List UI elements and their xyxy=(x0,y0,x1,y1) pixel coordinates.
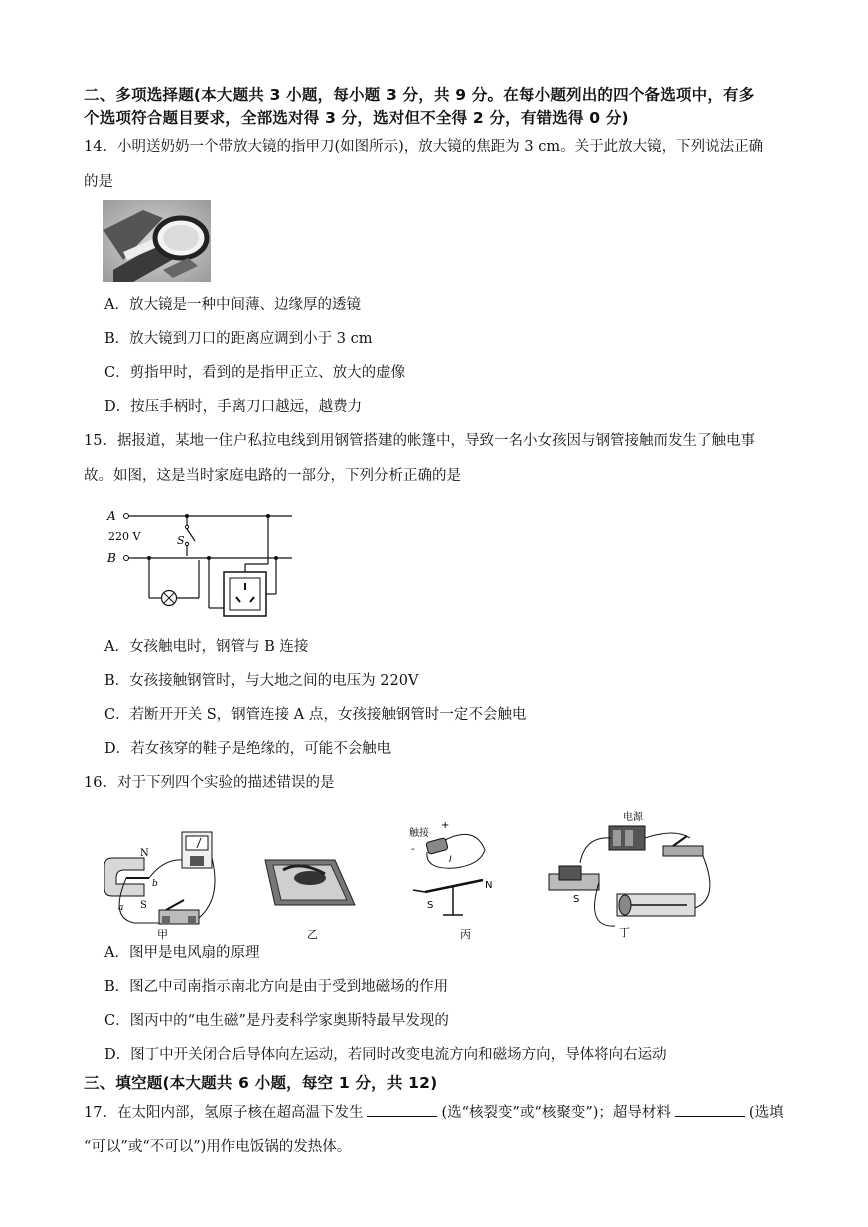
touch-label: 触接 xyxy=(409,828,429,839)
figure-yi-label: 乙 xyxy=(307,928,318,940)
circuit-voltage: 220 V xyxy=(108,530,141,543)
q15-option-d: D．若女孩穿的鞋子是绝缘的，可能不会触电 xyxy=(104,741,392,757)
nail-clipper-image xyxy=(103,200,211,282)
q17-text-part3: (选填 xyxy=(748,1105,784,1121)
circuit-label-a: A xyxy=(107,509,116,523)
circuit-switch-label: S xyxy=(177,534,185,547)
q17-text-part2: (选“核裂变”或“核聚变”)；超导材料 xyxy=(441,1105,671,1121)
figure-yi-compass xyxy=(255,830,365,940)
q15-option-a: A．女孩触电时，钢管与 B 连接 xyxy=(104,639,309,655)
svg-text:S: S xyxy=(573,894,580,905)
figure-ding-label: 丁 xyxy=(619,926,630,939)
household-circuit-diagram xyxy=(104,500,304,625)
q17-line1 xyxy=(84,1102,824,1124)
q14-stem-line2: 的是 xyxy=(84,174,113,190)
q16-option-a: A．图甲是电风扇的原理 xyxy=(104,945,260,961)
svg-text:S: S xyxy=(427,900,434,911)
q16-option-b: B．图乙中司南指示南北方向是由于受到地磁场的作用 xyxy=(104,979,449,995)
q14-option-a: A．放大镜是一种中间薄、边缘厚的透镜 xyxy=(104,297,361,313)
section2-heading-line2: 个选项符合题目要求，全部选对得 3 分，选对但不全得 2 分，有错选得 0 分) xyxy=(84,109,629,127)
svg-text:S: S xyxy=(140,900,147,911)
q16-option-d: D．图丁中开关闭合后导体向左运动，若同时改变电流方向和磁场方向，导体将向右运动 xyxy=(104,1047,667,1063)
svg-text:-: - xyxy=(411,844,415,855)
svg-text:N: N xyxy=(485,880,493,891)
figure-jia-label: 甲 xyxy=(157,928,168,940)
svg-text:b: b xyxy=(152,879,158,889)
svg-text:I: I xyxy=(449,855,452,865)
q16-option-c: C．图丙中的“电生磁”是丹麦科学家奥斯特最早发现的 xyxy=(104,1013,449,1029)
q15-option-b: B．女孩接触钢管时，与大地之间的电压为 220V xyxy=(104,673,419,689)
power-label: 电源 xyxy=(623,812,643,823)
q17-blank-2[interactable] xyxy=(675,1102,745,1117)
q14-option-b: B．放大镜到刀口的距离应调到小于 3 cm xyxy=(104,331,373,347)
figure-jia-generator xyxy=(104,818,219,940)
q14-option-c: C．剪指甲时，看到的是指甲正立、放大的虚像 xyxy=(104,365,406,381)
q16-stem: 16．对于下列四个实验的描述错误的是 xyxy=(84,775,335,791)
q17-text-part1: 17．在太阳内部，氢原子核在超高温下发生 xyxy=(84,1105,364,1121)
svg-text:a: a xyxy=(118,903,124,913)
q17-blank-1[interactable] xyxy=(367,1102,437,1117)
figure-bing-oersted xyxy=(405,820,515,940)
q14-option-d: D．按压手柄时，手离刀口越远，越费力 xyxy=(104,399,363,415)
figure-bing-label: 丙 xyxy=(460,928,471,940)
circuit-label-b: B xyxy=(107,551,116,565)
section3-heading: 三、填空题(本大题共 6 小题，每空 1 分，共 12) xyxy=(84,1074,438,1092)
section2-heading-line1: 二、多项选择题(本大题共 3 小题，每小题 3 分，共 9 分。在每小题列出的四个备选项中，有多 xyxy=(84,86,755,104)
q15-stem-line1: 15．据报道，某地一住户私拉电线到用钢管搭建的帐篷中，导致一名小女孩因与钢管接触而发生了触电事 xyxy=(84,433,755,449)
figure-ding-motor xyxy=(545,808,720,940)
svg-text:N: N xyxy=(140,848,149,859)
q14-stem-line1: 14．小明送奶奶一个带放大镜的指甲刀(如图所示)，放大镜的焦距为 3 cm。关于此放大镜，下列说法正确 xyxy=(84,139,764,155)
section2-heading xyxy=(84,84,824,130)
svg-text:+: + xyxy=(441,820,450,831)
q15-option-c: C．若断开开关 S，钢管连接 A 点，女孩接触钢管时一定不会触电 xyxy=(104,707,527,723)
q15-stem-line2: 故。如图，这是当时家庭电路的一部分，下列分析正确的是 xyxy=(84,468,461,484)
q17-line2: “可以”或“不可以”)用作电饭锅的发热体。 xyxy=(84,1139,352,1155)
